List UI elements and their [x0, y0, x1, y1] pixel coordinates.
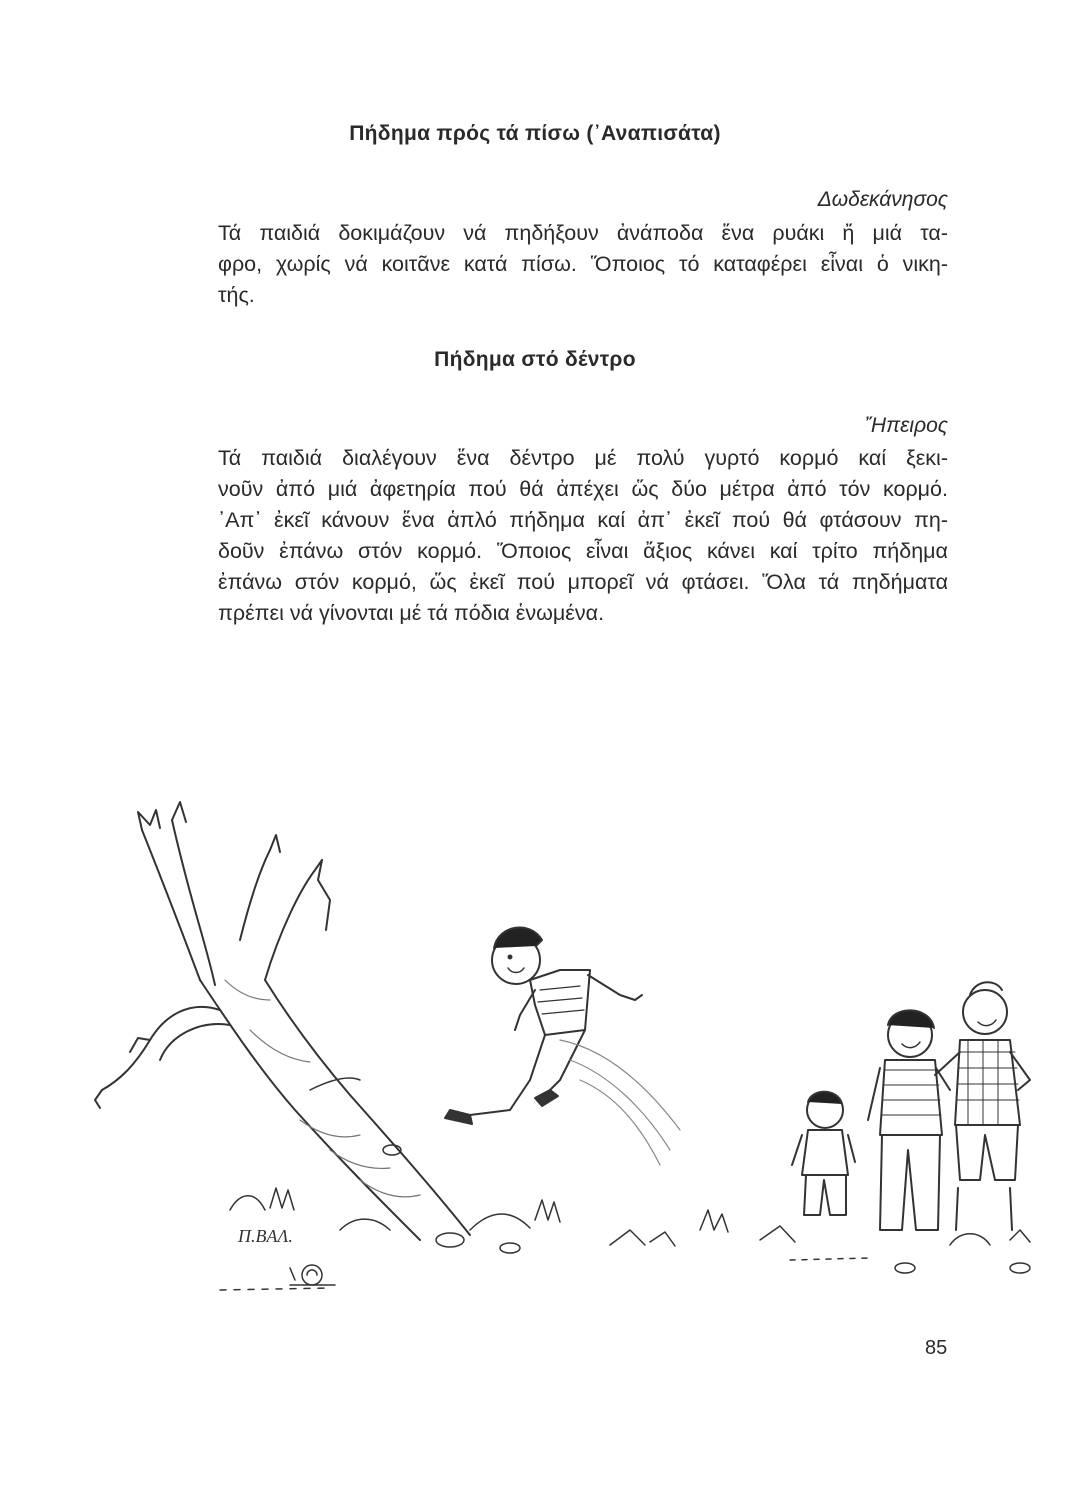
page-number: 85	[925, 1337, 948, 1359]
section-title-tree-jump: Πήδημα στό δέντρο	[434, 348, 636, 371]
paragraph-line: πρέπει νά γίνονται μέ τά πόδια ἑνωμένα.	[218, 601, 605, 625]
paragraph-line: Τά παιδιά δοκιμάζουν νά πηδήξουν ἀνάποδα ἕνα ρυάκι ἤ μιά τα-	[218, 221, 948, 245]
watching-boys	[792, 982, 1030, 1230]
section-paragraph-backward-jump	[218, 218, 948, 311]
paragraph-line: δοῦν ἐπάνω στόν κορμό. Ὅποιος εἶναι ἄξιος κάνει καί τρίτο πήδημα	[218, 539, 948, 563]
paragraph-line: τής.	[218, 283, 255, 307]
paragraph-line: ᾽Απ᾽ ἐκεῖ κάνουν ἕνα ἁπλό πήδημα καί ἀπ᾽ ἐκεῖ πού θά φτάσουν πη-	[218, 508, 948, 532]
illustration-tree-jump	[90, 790, 1050, 1310]
paragraph-line: νοῦν ἀπό μιά ἀφετηρία πού θά ἀπέχει ὥς δύο μέτρα ἀπό τόν κορμό.	[218, 477, 948, 501]
region-label-dodecanese: Δωδεκάνησος	[817, 188, 948, 211]
illustrator-signature: Π.ΒΑΛ.	[238, 1226, 293, 1246]
paragraph-line: φρο, χωρίς νά κοιτᾶνε κατά πίσω. Ὅποιος τό καταφέρει εἶναι ὁ νικη-	[218, 252, 948, 276]
paragraph-line: Τά παιδιά διαλέγουν ἕνα δέντρο μέ πολύ γυρτό κορμό καί ξεκι-	[218, 446, 948, 470]
paragraph-line: ἐπάνω στόν κορμό, ὥς ἐκεῖ πού μπορεῖ νά φτάσει. Ὅλα τά πηδήματα	[218, 570, 948, 594]
leaning-tree	[95, 802, 470, 1240]
jumping-boy	[445, 928, 680, 1165]
ground	[220, 1188, 1030, 1290]
region-label-epirus: Ἤπειρος	[864, 414, 948, 437]
section-paragraph-tree-jump	[218, 443, 948, 629]
section-title-backward-jump: Πήδημα πρός τά πίσω (᾽Αναπισάτα)	[349, 122, 721, 145]
